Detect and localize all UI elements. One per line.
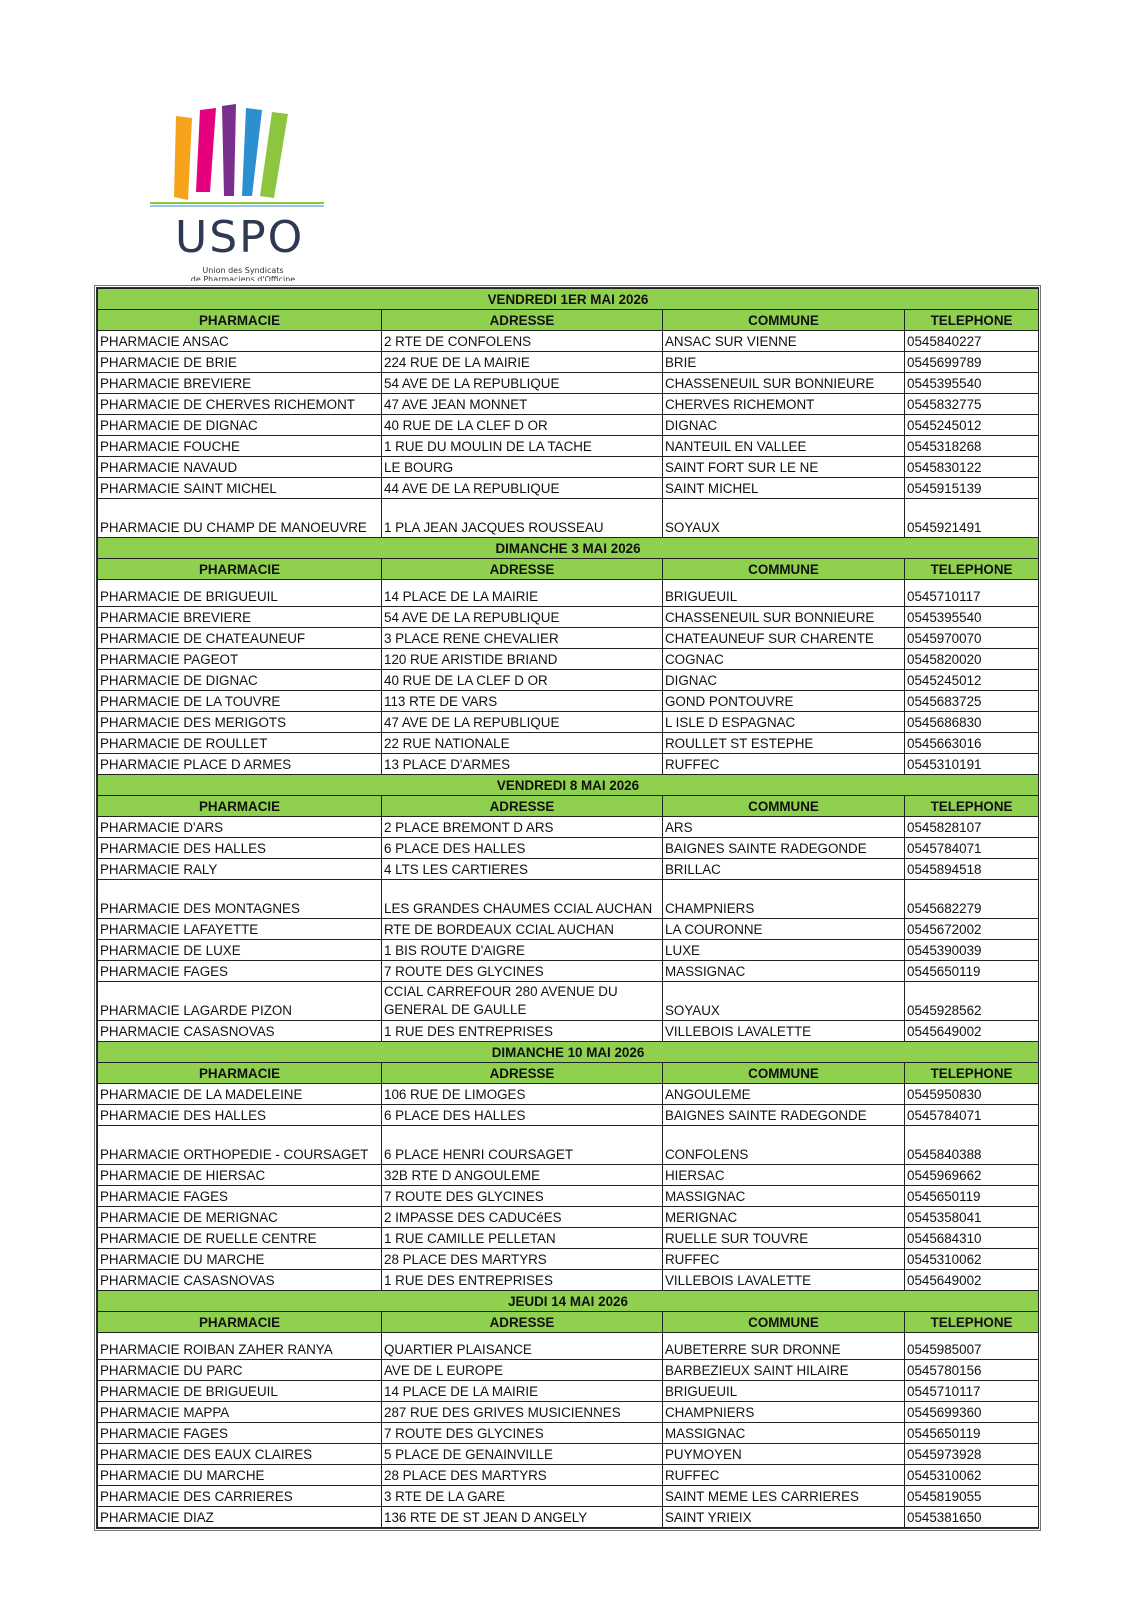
cell-pharmacie: PHARMACIE LAFAYETTE [98,919,382,940]
table-row [98,1165,1039,1186]
table-row [98,1270,1039,1291]
cell-telephone: 0545672002 [905,919,1039,940]
cell-adresse: 1 BIS ROUTE D'AIGRE [382,940,663,961]
cell-telephone: 0545650119 [905,1186,1039,1207]
cell-pharmacie: PHARMACIE DU PARC [98,1360,382,1381]
cell-telephone: 0545395540 [905,607,1039,628]
cell-adresse: AVE DE L EUROPE [382,1360,663,1381]
cell-adresse: 1 PLA JEAN JACQUES ROUSSEAU [382,499,663,538]
cell-adresse: 136 RTE DE ST JEAN D ANGELY [382,1507,663,1528]
cell-commune: CHASSENEUIL SUR BONNIEURE [663,607,905,628]
cell-adresse: 120 RUE ARISTIDE BRIAND [382,649,663,670]
cell-telephone: 0545649002 [905,1021,1039,1042]
table-row [98,1228,1039,1249]
cell-pharmacie: PHARMACIE DE CHATEAUNEUF [98,628,382,649]
table-row [98,1381,1039,1402]
cell-pharmacie: PHARMACIE DE MERIGNAC [98,1207,382,1228]
cell-commune: CHAMPNIERS [663,1402,905,1423]
uspo-logo [150,100,330,280]
cell-adresse: 28 PLACE DES MARTYRS [382,1465,663,1486]
cell-telephone: 0545828107 [905,817,1039,838]
column-header-pharmacie: PHARMACIE [98,1063,382,1084]
cell-commune: CHAMPNIERS [663,880,905,919]
day-title: DIMANCHE 3 MAI 2026 [98,538,1039,559]
cell-telephone: 0545819055 [905,1486,1039,1507]
cell-adresse: 6 PLACE DES HALLES [382,838,663,859]
cell-adresse: 7 ROUTE DES GLYCINES [382,1186,663,1207]
cell-adresse: 1 RUE DU MOULIN DE LA TACHE [382,436,663,457]
cell-pharmacie: PHARMACIE DE RUELLE CENTRE [98,1228,382,1249]
column-header-adresse: ADRESSE [382,1063,663,1084]
cell-commune: PUYMOYEN [663,1444,905,1465]
day-title: JEUDI 14 MAI 2026 [98,1291,1039,1312]
cell-pharmacie: PHARMACIE LAGARDE PIZON [98,982,382,1021]
cell-adresse: 224 RUE DE LA MAIRIE [382,352,663,373]
column-header-telephone: TELEPHONE [905,1312,1039,1333]
cell-commune: BRIGUEUIL [663,580,905,607]
day-title: DIMANCHE 10 MAI 2026 [98,1042,1039,1063]
cell-pharmacie: PHARMACIE DES HALLES [98,838,382,859]
column-header-commune: COMMUNE [663,559,905,580]
cell-pharmacie: PHARMACIE RALY [98,859,382,880]
cell-pharmacie: PHARMACIE DE HIERSAC [98,1165,382,1186]
cell-adresse: 7 ROUTE DES GLYCINES [382,961,663,982]
cell-commune: VILLEBOIS LAVALETTE [663,1021,905,1042]
cell-pharmacie: PHARMACIE FOUCHE [98,436,382,457]
cell-commune: BRIE [663,352,905,373]
table-row [98,580,1039,607]
cell-pharmacie: PHARMACIE NAVAUD [98,457,382,478]
cell-telephone: 0545682279 [905,880,1039,919]
table-row [98,1249,1039,1270]
table-row [98,1465,1039,1486]
table-row [98,691,1039,712]
cell-pharmacie: PHARMACIE DE BRIE [98,352,382,373]
cell-commune: LA COURONNE [663,919,905,940]
table-row [98,394,1039,415]
table-row [98,607,1039,628]
cell-pharmacie: PHARMACIE BREVIERE [98,607,382,628]
column-header-telephone: TELEPHONE [905,559,1039,580]
duty-pharmacy-schedule [96,287,1039,1529]
cell-telephone: 0545840227 [905,331,1039,352]
table-row [98,1186,1039,1207]
cell-commune: LUXE [663,940,905,961]
logo-wordmark: USPO [175,212,305,263]
cell-adresse: 4 LTS LES CARTIERES [382,859,663,880]
column-header-row [98,1063,1039,1084]
table-row [98,838,1039,859]
cell-adresse: 1 RUE CAMILLE PELLETAN [382,1228,663,1249]
cell-telephone: 0545358041 [905,1207,1039,1228]
cell-adresse: 47 AVE DE LA REPUBLIQUE [382,712,663,733]
cell-pharmacie: PHARMACIE DES MONTAGNES [98,880,382,919]
cell-telephone: 0545650119 [905,1423,1039,1444]
cell-telephone: 0545784071 [905,838,1039,859]
cell-telephone: 0545686830 [905,712,1039,733]
table-row [98,331,1039,352]
cell-commune: SOYAUX [663,982,905,1021]
table-row [98,1402,1039,1423]
cell-telephone: 0545710117 [905,580,1039,607]
cell-telephone: 0545970070 [905,628,1039,649]
cell-adresse: 2 IMPASSE DES CADUCéES [382,1207,663,1228]
cell-adresse: 7 ROUTE DES GLYCINES [382,1423,663,1444]
cell-adresse: 3 PLACE RENE CHEVALIER [382,628,663,649]
cell-pharmacie: PHARMACIE BREVIERE [98,373,382,394]
table-row [98,1333,1039,1360]
table-row [98,817,1039,838]
cell-adresse: RTE DE BORDEAUX CCIAL AUCHAN [382,919,663,940]
table-row [98,1126,1039,1165]
table-row [98,1486,1039,1507]
cell-pharmacie: PHARMACIE DE DIGNAC [98,415,382,436]
table-row [98,478,1039,499]
cell-telephone: 0545650119 [905,961,1039,982]
cell-commune: VILLEBOIS LAVALETTE [663,1270,905,1291]
cell-pharmacie: PHARMACIE DIAZ [98,1507,382,1528]
column-header-telephone: TELEPHONE [905,796,1039,817]
cell-commune: ARS [663,817,905,838]
cell-adresse: LE BOURG [382,457,663,478]
cell-telephone: 0545969662 [905,1165,1039,1186]
cell-telephone: 0545245012 [905,670,1039,691]
cell-telephone: 0545663016 [905,733,1039,754]
table-row [98,628,1039,649]
cell-commune: ANSAC SUR VIENNE [663,331,905,352]
cell-adresse: 47 AVE JEAN MONNET [382,394,663,415]
table-row [98,1105,1039,1126]
column-header-adresse: ADRESSE [382,1312,663,1333]
cell-telephone: 0545310062 [905,1249,1039,1270]
cell-telephone: 0545921491 [905,499,1039,538]
table-row [98,1084,1039,1105]
cell-adresse: 287 RUE DES GRIVES MUSICIENNES [382,1402,663,1423]
cell-telephone: 0545381650 [905,1507,1039,1528]
column-header-pharmacie: PHARMACIE [98,796,382,817]
cell-pharmacie: PHARMACIE DE ROULLET [98,733,382,754]
cell-commune: GOND PONTOUVRE [663,691,905,712]
cell-telephone: 0545784071 [905,1105,1039,1126]
table-row [98,982,1039,1021]
cell-commune: SAINT FORT SUR LE NE [663,457,905,478]
cell-adresse: CCIAL CARREFOUR 280 AVENUE DU GENERAL DE GAULLE [382,982,663,1021]
cell-commune: CHASSENEUIL SUR BONNIEURE [663,373,905,394]
cell-commune: ROULLET ST ESTEPHE [663,733,905,754]
cell-adresse: 22 RUE NATIONALE [382,733,663,754]
cell-telephone: 0545985007 [905,1333,1039,1360]
column-header-commune: COMMUNE [663,796,905,817]
cell-pharmacie: PHARMACIE DU MARCHE [98,1249,382,1270]
table-row [98,436,1039,457]
cell-commune: CHERVES RICHEMONT [663,394,905,415]
cell-adresse: 2 RTE DE CONFOLENS [382,331,663,352]
table-row [98,961,1039,982]
cell-adresse: 14 PLACE DE LA MAIRIE [382,1381,663,1402]
cell-commune: BARBEZIEUX SAINT HILAIRE [663,1360,905,1381]
cell-adresse: 3 RTE DE LA GARE [382,1486,663,1507]
table-row [98,499,1039,538]
cell-commune: SAINT YRIEIX [663,1507,905,1528]
column-header-adresse: ADRESSE [382,796,663,817]
cell-pharmacie: PHARMACIE DU MARCHE [98,1465,382,1486]
day-header-row [98,1042,1039,1063]
column-header-commune: COMMUNE [663,1063,905,1084]
logo-tagline-line2: de Pharmaciens d'Officine [190,275,296,281]
cell-telephone: 0545710117 [905,1381,1039,1402]
column-header-row [98,796,1039,817]
cell-pharmacie: PHARMACIE DES EAUX CLAIRES [98,1444,382,1465]
cell-adresse: 40 RUE DE LA CLEF D OR [382,415,663,436]
cell-telephone: 0545684310 [905,1228,1039,1249]
cell-pharmacie: PHARMACIE PLACE D ARMES [98,754,382,775]
cell-commune: BAIGNES SAINTE RADEGONDE [663,1105,905,1126]
cell-commune: AUBETERRE SUR DRONNE [663,1333,905,1360]
cell-commune: SAINT MICHEL [663,478,905,499]
column-header-adresse: ADRESSE [382,310,663,331]
cell-telephone: 0545699360 [905,1402,1039,1423]
cell-adresse: 5 PLACE DE GENAINVILLE [382,1444,663,1465]
cell-adresse: 28 PLACE DES MARTYRS [382,1249,663,1270]
cell-commune: DIGNAC [663,415,905,436]
cell-pharmacie: PHARMACIE FAGES [98,961,382,982]
day-header-row [98,1291,1039,1312]
cell-pharmacie: PHARMACIE SAINT MICHEL [98,478,382,499]
cell-adresse: 6 PLACE DES HALLES [382,1105,663,1126]
cell-adresse: LES GRANDES CHAUMES CCIAL AUCHAN [382,880,663,919]
cell-pharmacie: PHARMACIE DES CARRIERES [98,1486,382,1507]
cell-pharmacie: PHARMACIE DES MERIGOTS [98,712,382,733]
table-row [98,940,1039,961]
table-row [98,352,1039,373]
cell-pharmacie: PHARMACIE DE LUXE [98,940,382,961]
column-header-pharmacie: PHARMACIE [98,1312,382,1333]
cell-pharmacie: PHARMACIE FAGES [98,1423,382,1444]
cell-telephone: 0545928562 [905,982,1039,1021]
cell-commune: RUFFEC [663,1465,905,1486]
table-row [98,919,1039,940]
cell-telephone: 0545699789 [905,352,1039,373]
schedule-table [97,288,1039,1528]
table-row [98,1021,1039,1042]
cell-commune: ANGOULEME [663,1084,905,1105]
cell-commune: MASSIGNAC [663,1423,905,1444]
cell-adresse: 2 PLACE BREMONT D ARS [382,817,663,838]
table-row [98,1507,1039,1528]
column-header-row [98,1312,1039,1333]
cell-telephone: 0545840388 [905,1126,1039,1165]
day-header-row [98,538,1039,559]
cell-commune: MERIGNAC [663,1207,905,1228]
day-header-row [98,289,1039,310]
cell-pharmacie: PHARMACIE CASASNOVAS [98,1270,382,1291]
cell-pharmacie: PHARMACIE ANSAC [98,331,382,352]
cell-adresse: 40 RUE DE LA CLEF D OR [382,670,663,691]
cell-pharmacie: PHARMACIE DE BRIGUEUIL [98,580,382,607]
table-row [98,754,1039,775]
table-row [98,712,1039,733]
table-row [98,457,1039,478]
table-row [98,1423,1039,1444]
cell-commune: COGNAC [663,649,905,670]
cell-telephone: 0545390039 [905,940,1039,961]
table-row [98,1207,1039,1228]
cell-pharmacie: PHARMACIE ROIBAN ZAHER RANYA [98,1333,382,1360]
column-header-telephone: TELEPHONE [905,310,1039,331]
column-header-pharmacie: PHARMACIE [98,559,382,580]
cell-commune: DIGNAC [663,670,905,691]
cell-pharmacie: PHARMACIE DE BRIGUEUIL [98,1381,382,1402]
cell-commune: CHATEAUNEUF SUR CHARENTE [663,628,905,649]
cell-telephone: 0545683725 [905,691,1039,712]
cell-commune: HIERSAC [663,1165,905,1186]
cell-adresse: 113 RTE DE VARS [382,691,663,712]
table-row [98,415,1039,436]
cell-adresse: 1 RUE DES ENTREPRISES [382,1270,663,1291]
cell-adresse: 32B RTE D ANGOULEME [382,1165,663,1186]
cell-adresse: 54 AVE DE LA REPUBLIQUE [382,607,663,628]
cell-commune: RUELLE SUR TOUVRE [663,1228,905,1249]
column-header-telephone: TELEPHONE [905,1063,1039,1084]
cell-commune: MASSIGNAC [663,961,905,982]
day-title: VENDREDI 1ER MAI 2026 [98,289,1039,310]
cell-adresse: 14 PLACE DE LA MAIRIE [382,580,663,607]
cell-pharmacie: PHARMACIE FAGES [98,1186,382,1207]
cell-pharmacie: PHARMACIE MAPPA [98,1402,382,1423]
table-row [98,1360,1039,1381]
cell-commune: NANTEUIL EN VALLEE [663,436,905,457]
cell-pharmacie: PHARMACIE DES HALLES [98,1105,382,1126]
cell-pharmacie: PHARMACIE DE DIGNAC [98,670,382,691]
cell-telephone: 0545310191 [905,754,1039,775]
cell-telephone: 0545915139 [905,478,1039,499]
cell-telephone: 0545894518 [905,859,1039,880]
cell-pharmacie: PHARMACIE ORTHOPEDIE - COURSAGET [98,1126,382,1165]
cell-adresse: 106 RUE DE LIMOGES [382,1084,663,1105]
cell-adresse: 44 AVE DE LA REPUBLIQUE [382,478,663,499]
column-header-pharmacie: PHARMACIE [98,310,382,331]
cell-commune: RUFFEC [663,754,905,775]
cell-pharmacie: PHARMACIE D'ARS [98,817,382,838]
cell-telephone: 0545649002 [905,1270,1039,1291]
table-row [98,670,1039,691]
cell-commune: SOYAUX [663,499,905,538]
column-header-row [98,559,1039,580]
cell-pharmacie: PHARMACIE DE LA TOUVRE [98,691,382,712]
cell-telephone: 0545780156 [905,1360,1039,1381]
cell-pharmacie: PHARMACIE DE CHERVES RICHEMONT [98,394,382,415]
column-header-commune: COMMUNE [663,1312,905,1333]
cell-pharmacie: PHARMACIE PAGEOT [98,649,382,670]
cell-telephone: 0545318268 [905,436,1039,457]
day-header-row [98,775,1039,796]
table-row [98,373,1039,394]
column-header-adresse: ADRESSE [382,559,663,580]
cell-commune: RUFFEC [663,1249,905,1270]
cell-commune: CONFOLENS [663,1126,905,1165]
table-row [98,880,1039,919]
cell-telephone: 0545395540 [905,373,1039,394]
cell-telephone: 0545310062 [905,1465,1039,1486]
cell-adresse: 1 RUE DES ENTREPRISES [382,1021,663,1042]
logo-bars-icon [150,100,330,210]
cell-adresse: QUARTIER PLAISANCE [382,1333,663,1360]
cell-adresse: 6 PLACE HENRI COURSAGET [382,1126,663,1165]
table-row [98,1444,1039,1465]
table-row [98,733,1039,754]
cell-commune: L ISLE D ESPAGNAC [663,712,905,733]
cell-telephone: 0545832775 [905,394,1039,415]
column-header-commune: COMMUNE [663,310,905,331]
day-title: VENDREDI 8 MAI 2026 [98,775,1039,796]
table-row [98,649,1039,670]
column-header-row [98,310,1039,331]
logo-tagline-line1: Union des Syndicats [202,266,284,275]
cell-commune: BRILLAC [663,859,905,880]
cell-pharmacie: PHARMACIE CASASNOVAS [98,1021,382,1042]
table-row [98,859,1039,880]
cell-pharmacie: PHARMACIE DE LA MADELEINE [98,1084,382,1105]
cell-adresse: 54 AVE DE LA REPUBLIQUE [382,373,663,394]
cell-telephone: 0545950830 [905,1084,1039,1105]
cell-commune: BAIGNES SAINTE RADEGONDE [663,838,905,859]
cell-commune: BRIGUEUIL [663,1381,905,1402]
cell-telephone: 0545973928 [905,1444,1039,1465]
cell-commune: MASSIGNAC [663,1186,905,1207]
cell-adresse: 13 PLACE D'ARMES [382,754,663,775]
cell-pharmacie: PHARMACIE DU CHAMP DE MANOEUVRE [98,499,382,538]
cell-telephone: 0545830122 [905,457,1039,478]
cell-commune: SAINT MEME LES CARRIERES [663,1486,905,1507]
cell-telephone: 0545820020 [905,649,1039,670]
cell-telephone: 0545245012 [905,415,1039,436]
